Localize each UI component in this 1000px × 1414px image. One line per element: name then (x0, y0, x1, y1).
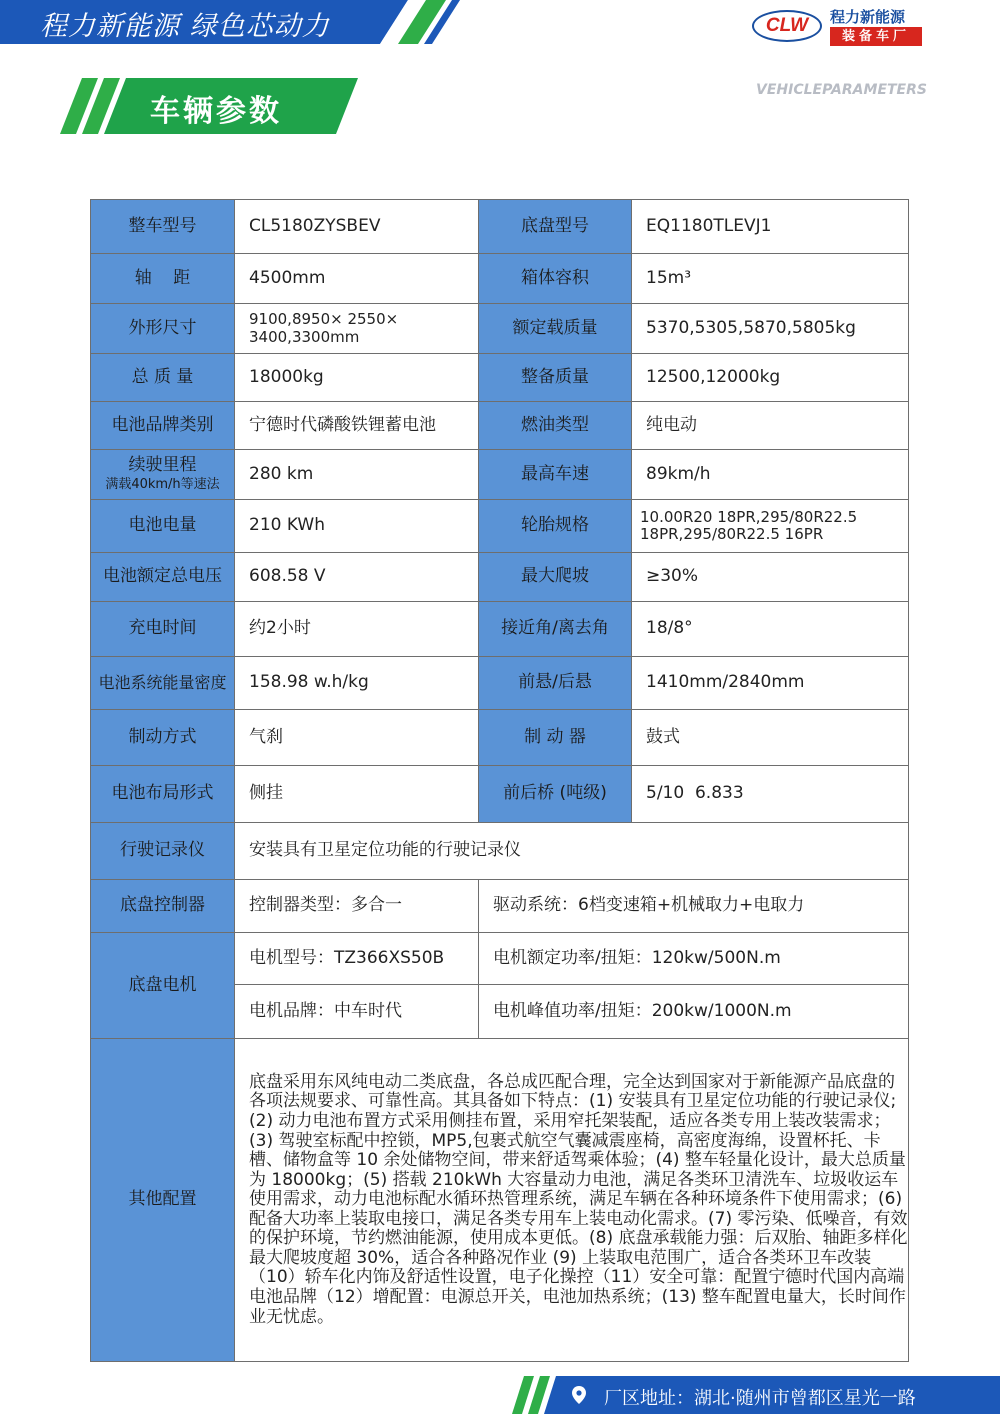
logo-company-name: 程力新能源 (830, 8, 906, 26)
table-value: 9100,8950× 2550× 3400,3300mm (235, 304, 479, 354)
table-row (91, 402, 909, 450)
table-label: 底盘电机 (91, 933, 235, 1039)
table-row (91, 354, 909, 402)
table-label: 制动方式 (91, 710, 235, 766)
table-label: 前后桥 (吨级) (479, 766, 632, 823)
table-value: 5/10 6.833 (632, 766, 909, 823)
table-label: 底盘型号 (479, 200, 632, 254)
table-label: 电池系统能量密度 (91, 657, 235, 710)
table-label: 燃油类型 (479, 402, 632, 450)
table-row (91, 933, 909, 985)
table-label: 轴 距 (91, 254, 235, 304)
table-label: 前悬/后悬 (479, 657, 632, 710)
table-value: 约2小时 (235, 602, 479, 657)
range-label: 续驶里程 (128, 455, 197, 476)
table-label: 电池额定总电压 (91, 553, 235, 602)
other-config-description: 底盘采用东风纯电动二类底盘，各总成匹配合理，完全达到国家对于新能源产品底盘的各项法规要求、可靠性高。其具备如下特点：(1) 安装具有卫星定位功能的行驶记录仪;(2) 动力电池布置方式采用侧挂布置，采用窄托架装配，适应各类专用上装改装需求；(3) 驾驶室标配中控锁，MP5,包裹式航空气囊减震座椅，高密度海绵，设置杯托、卡槽、储物盒等 10 余处储物空间，带来舒适驾乘体验；(4) 整车轻量化设计，最大总质量为 18000kg；(5) 搭载 210kWh 大容量动力电池，满足各类环卫清洗车、垃圾收运车使用需求，动力电池标配水循环热管理系统，满足车辆在各种环境条件下使用需求；(6) 配备大功率上装取电接口，满足各类专用车上装电动化需求。(7) 零污染、低噪音，有效的保护环境，节约燃油能源，使用成本更低。(8) 底盘承载能力强：后双胎、轴距多样化最大爬坡度超 30%，适合各种路况作业 (9) 上装取电范围广，适合各类环卫车改装（10）轿车化内饰及舒适性设置，电子化操控（11）安全可靠：配置宁德时代国内高端电池品牌（12）增配置：电源总开关，电池加热系统；(13) 整车配置电量大，长时间作业无忧虑。 (235, 1039, 909, 1362)
table-value: 4500mm (235, 254, 479, 304)
table-value: 气刹 (235, 710, 479, 766)
table-value: 电机额定功率/扭矩：120kw/500N.m (479, 933, 909, 985)
table-label: 额定载质量 (479, 304, 632, 354)
table-label: 制 动 器 (479, 710, 632, 766)
table-row (91, 823, 909, 880)
table-value: 电机型号：TZ366XS50B (235, 933, 479, 985)
table-row (91, 304, 909, 354)
table-value: 280 km (235, 450, 479, 500)
table-label: 整车型号 (91, 200, 235, 254)
table-label: 行驶记录仪 (91, 823, 235, 880)
table-label: 电池布局形式 (91, 766, 235, 823)
table-value: 驱动系统：6档变速箱+机械取力+电取力 (479, 880, 909, 933)
table-row (91, 657, 909, 710)
table-label: 充电时间 (91, 602, 235, 657)
table-value: 18000kg (235, 354, 479, 402)
table-value: 210 KWh (235, 500, 479, 553)
table-value: 5370,5305,5870,5805kg (632, 304, 909, 354)
table-value: 宁德时代磷酸铁锂蓄电池 (235, 402, 479, 450)
table-row (91, 710, 909, 766)
logo-subtitle: 装备车厂 (830, 27, 922, 46)
logo-mark: CLW (752, 10, 822, 42)
table-label: 外形尺寸 (91, 304, 235, 354)
table-value: ≥30% (632, 553, 909, 602)
table-value: 12500,12000kg (632, 354, 909, 402)
section-title: 车辆参数 (150, 94, 282, 129)
table-label (91, 450, 235, 500)
table-value: 158.98 w.h/kg (235, 657, 479, 710)
vehicle-parameters-table (90, 199, 909, 1362)
table-row (91, 553, 909, 602)
table-row (91, 254, 909, 304)
table-value: 安装具有卫星定位功能的行驶记录仪 (235, 823, 909, 880)
table-value: 608.58 V (235, 553, 479, 602)
table-value: 鼓式 (632, 710, 909, 766)
table-value: 89km/h (632, 450, 909, 500)
company-logo (752, 6, 928, 46)
table-label: 最高车速 (479, 450, 632, 500)
table-row (91, 500, 909, 553)
table-value: EQ1180TLEVJ1 (632, 200, 909, 254)
table-value: CL5180ZYSBEV (235, 200, 479, 254)
header-slogan: 程力新能源 绿色芯动力 (40, 11, 330, 42)
range-note: 满载40km/h等速法 (105, 476, 220, 492)
table-label: 轮胎规格 (479, 500, 632, 553)
table-row (91, 1039, 909, 1362)
footer-address: 厂区地址：湖北·随州市曾都区星光一路 (604, 1388, 916, 1409)
table-row (91, 766, 909, 823)
table-label: 整备质量 (479, 354, 632, 402)
table-label: 接近角/离去角 (479, 602, 632, 657)
table-value: 1410mm/2840mm (632, 657, 909, 710)
table-value: 18/8° (632, 602, 909, 657)
table-value: 侧挂 (235, 766, 479, 823)
table-label: 总 质 量 (91, 354, 235, 402)
table-row (91, 450, 909, 500)
table-value: 纯电动 (632, 402, 909, 450)
table-value: 15m³ (632, 254, 909, 304)
table-value: 10.00R20 18PR,295/80R22.5 18PR,295/80R22.5 16PR (632, 500, 909, 553)
table-label: 最大爬坡 (479, 553, 632, 602)
table-row (91, 200, 909, 254)
table-row (91, 602, 909, 657)
table-value: 电机品牌：中车时代 (235, 985, 479, 1039)
table-label: 电池品牌类别 (91, 402, 235, 450)
section-title-english: VEHICLEPARAMETERS (756, 82, 927, 98)
table-label: 电池电量 (91, 500, 235, 553)
table-label: 底盘控制器 (91, 880, 235, 933)
table-label: 其他配置 (91, 1039, 235, 1362)
table-label: 箱体容积 (479, 254, 632, 304)
table-row (91, 880, 909, 933)
table-value: 电机峰值功率/扭矩：200kw/1000N.m (479, 985, 909, 1039)
table-value: 控制器类型：多合一 (235, 880, 479, 933)
location-pin-icon (572, 1386, 586, 1404)
